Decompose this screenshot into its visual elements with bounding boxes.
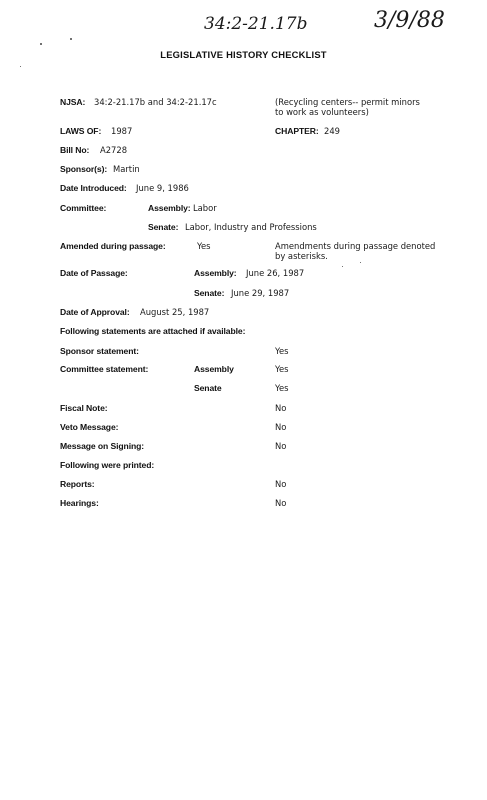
njsa-value: 34:2-21.17b and 34:2-21.17c [94, 97, 217, 107]
scan-speck [20, 66, 21, 67]
committee-statement-assembly-value: Yes [275, 364, 289, 374]
scan-speck [40, 43, 42, 45]
date-introduced-value: June 9, 1986 [136, 183, 189, 193]
date-of-passage-label: Date of Passage: [60, 268, 128, 278]
amended-value: Yes [197, 241, 211, 251]
scan-speck [70, 38, 72, 40]
amended-note-line2: by asterisks. [275, 251, 328, 261]
sponsors-label: Sponsor(s): [60, 164, 108, 174]
veto-message-value: No [275, 422, 287, 432]
amended-note-line1: Amendments during passage denoted [275, 241, 436, 251]
committee-assembly-label: Assembly: [148, 203, 191, 213]
committee-statement-label: Committee statement: [60, 364, 149, 374]
committee-assembly-value: Labor [193, 203, 217, 213]
reports-value: No [275, 479, 287, 489]
laws-of-label: LAWS OF: [60, 126, 102, 136]
committee-label: Committee: [60, 203, 107, 213]
handwritten-date: 3/9/88 [374, 8, 445, 33]
laws-of-value: 1987 [111, 126, 133, 136]
printed-heading: Following were printed: [60, 460, 155, 470]
reports-label: Reports: [60, 479, 95, 489]
chapter-label: CHAPTER: [275, 126, 319, 136]
date-introduced-label: Date Introduced: [60, 183, 127, 193]
committee-senate-label: Senate: [148, 222, 179, 232]
fiscal-note-value: No [275, 403, 287, 413]
message-on-signing-value: No [275, 441, 287, 451]
committee-senate-value: Labor, Industry and Professions [185, 222, 317, 232]
hearings-value: No [275, 498, 287, 508]
hearings-label: Hearings: [60, 498, 99, 508]
date-of-approval-value: August 25, 1987 [140, 307, 210, 317]
committee-statement-assembly-label: Assembly [194, 364, 234, 374]
scan-speck [342, 266, 343, 267]
scan-speck [360, 262, 361, 263]
handwritten-statute-ref: 34:2-21.17b [204, 14, 308, 34]
veto-message-label: Veto Message: [60, 422, 119, 432]
njsa-description-line1: (Recycling centers-- permit minors [275, 97, 420, 107]
sponsor-statement-value: Yes [275, 346, 289, 356]
statements-heading: Following statements are attached if available: [60, 326, 246, 336]
committee-statement-senate-value: Yes [275, 383, 289, 393]
message-on-signing-label: Message on Signing: [60, 441, 145, 451]
passage-assembly-label: Assembly: [194, 268, 237, 278]
sponsors-value: Martin [113, 164, 140, 174]
bill-no-value: A2728 [100, 145, 128, 155]
njsa-label: NJSA: [60, 97, 86, 107]
committee-statement-senate-label: Senate [194, 383, 222, 393]
amended-label: Amended during passage: [60, 241, 166, 251]
bill-no-label: Bill No: [60, 145, 90, 155]
date-of-approval-label: Date of Approval: [60, 307, 130, 317]
fiscal-note-label: Fiscal Note: [60, 403, 108, 413]
sponsor-statement-label: Sponsor statement: [60, 346, 139, 356]
chapter-value: 249 [324, 126, 340, 136]
passage-senate-value: June 29, 1987 [231, 288, 290, 298]
page-title: LEGISLATIVE HISTORY CHECKLIST [160, 49, 327, 60]
njsa-description-line2: to work as volunteers) [275, 107, 369, 117]
passage-assembly-value: June 26, 1987 [246, 268, 305, 278]
passage-senate-label: Senate: [194, 288, 225, 298]
